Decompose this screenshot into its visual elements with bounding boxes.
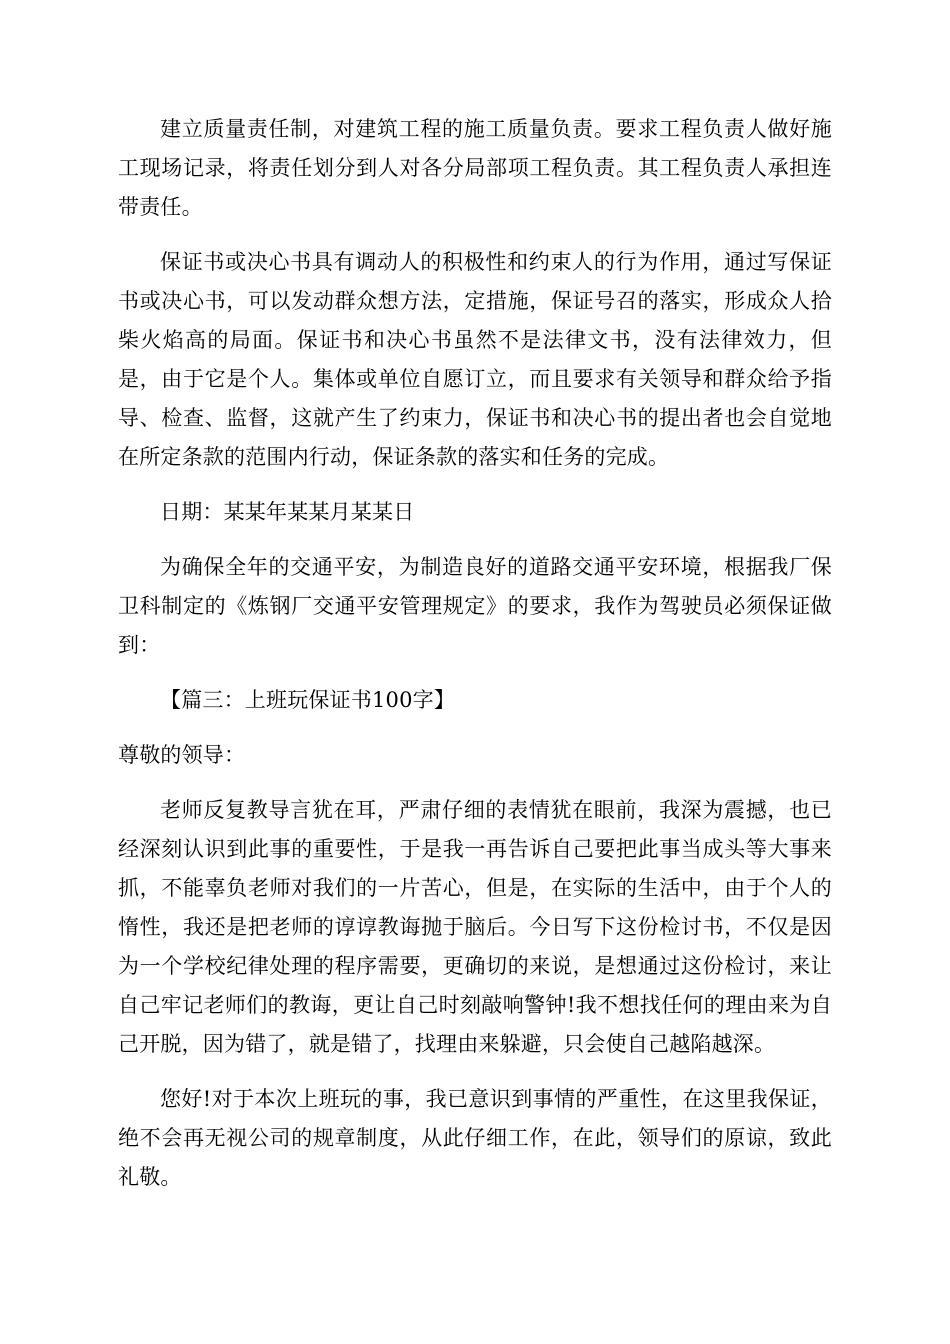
section-heading: 【篇三：上班玩保证书100字】: [160, 688, 456, 712]
paragraph-traffic-safety: 为确保全年的交通平安，为制造良好的道路交通平安环境，根据我厂保卫科制定的《炼钢厂交通平安管理规定》的要求，我作为驾驶员必须保证做到：: [118, 555, 832, 657]
paragraph-self-criticism: 老师反复教导言犹在耳，严肃仔细的表情犹在眼前，我深为震撼，也已经深刻认识到此事的重要性，于是我一再告诉自己要把此事当成头等大事来抓，不能辜负老师对我们的一片苦心，但是，在实际的生活中，由于个人的惰性，我还是把老师的谆谆教诲抛于脑后。今日写下这份检讨书，不仅是因为一个学校纪律处理的程序需要，更确切的来说，是想通过这份检讨，来让自己牢记老师们的教诲，更让自己时刻敲响警钟!我不想找任何的理由来为自己开脱，因为错了，就是错了，找理由来躲避，只会使自己越陷越深。: [118, 798, 832, 1056]
paragraph-closing-guarantee: 您好!对于本次上班玩的事，我已意识到事情的严重性，在这里我保证，绝不会再无视公司的规章制度，从此仔细工作，在此，领导们的原谅，致此礼敬。: [118, 1087, 832, 1189]
document-body: [118, 110, 832, 1213]
paragraph-date: 日期：某某年某某月某某日: [160, 500, 415, 524]
paragraph-quality-responsibility: 建立质量责任制，对建筑工程的施工质量负责。要求工程负责人做好施工现场记录，将责任划分到人对各分局部项工程负责。其工程负责人承担连带责任。: [118, 117, 832, 219]
salutation: 尊敬的领导：: [118, 743, 246, 767]
paragraph-guarantee-letter-purpose: 保证书或决心书具有调动人的积极性和约束人的行为作用，通过写保证书或决心书，可以发动群众想方法，定措施，保证号召的落实，形成众人拾柴火焰高的局面。保证书和决心书虽然不是法律文书，没有法律效力，但是，由于它是个人。集体或单位自愿订立，而且要求有关领导和群众给予指导、检查、监督，这就产生了约束力，保证书和决心书的提出者也会自觉地在所定条款的范围内行动，保证条款的落实和任务的完成。: [118, 250, 832, 469]
